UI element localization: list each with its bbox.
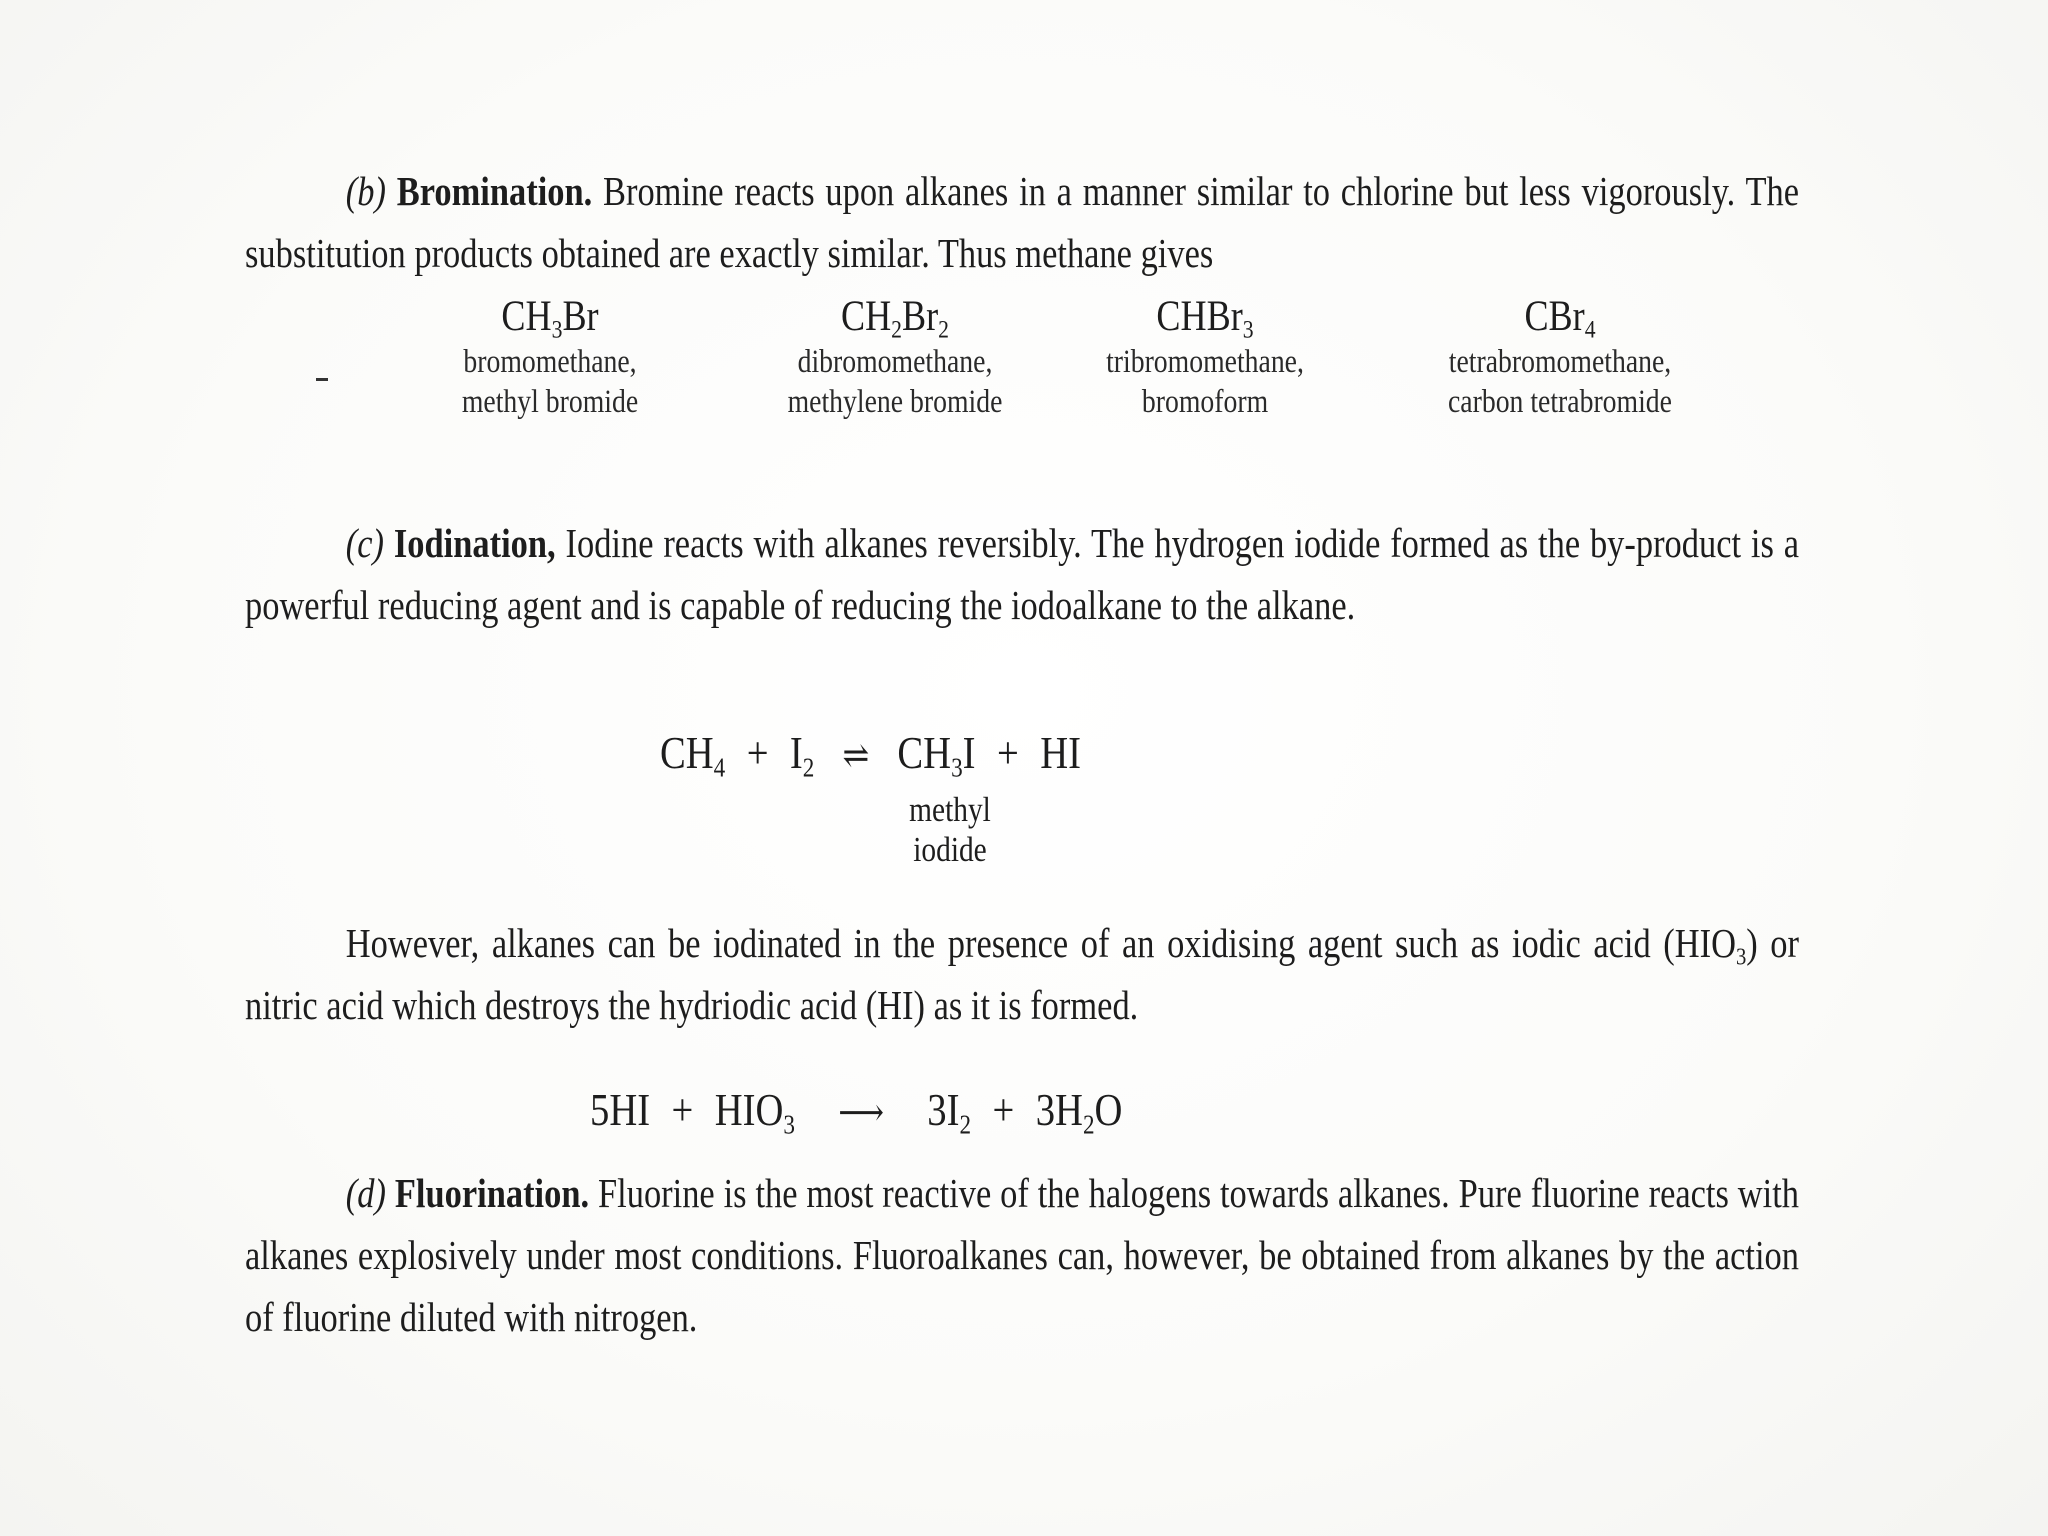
fluorination-heading: Fluorination. [394, 1170, 590, 1216]
stray-mark [316, 378, 328, 381]
section-label-c: (c) [345, 520, 385, 566]
compound-name-secondary: methylene bromide [787, 384, 1003, 420]
compound-formula: $CH_2Br_2$ [841, 293, 949, 344]
compound-name-primary: tetrabromomethane, [1448, 344, 1672, 380]
compound-tetrabromomethane [1426, 292, 1695, 422]
bromination-heading: Bromination. [396, 168, 593, 214]
bromination-text: Bromine reacts upon alkanes in a manner similar to chlorine but less vigorously. The substitution products obtained are exactly similar. Thus methane gives [245, 168, 1800, 276]
compound-dibromomethane [761, 292, 1030, 422]
compound-name-secondary: methyl bromide [461, 384, 639, 420]
fluorination-text: Fluorine is the most reactive of the halogens towards alkanes. Pure fluorine reacts with alkanes explosively under most conditions. Fluoroalkanes can, however, be obtained from alkanes by the action of fluorine diluted with nitrogen. [245, 1170, 1800, 1340]
fluorination-paragraph [245, 1162, 1799, 1348]
bromination-paragraph [245, 160, 1799, 284]
section-label-b: (b) [345, 168, 386, 214]
section-label-d: (d) [345, 1170, 386, 1216]
compound-name-secondary: bromoform [1141, 384, 1269, 420]
iodic-acid-paragraph: However, alkanes can be iodinated in the presence of an oxidising agent such as iodic acid $(HIO_3)$ or nitric acid which destroys the hydriodic acid (HI) as it is formed. [245, 920, 1799, 1028]
iodination-equation: $CH_4 + I_2$ ⇌ $CH_3I$ + HI [660, 727, 1081, 783]
compound-name-primary: bromomethane, [463, 344, 637, 380]
iodination-heading: Iodination, [393, 520, 556, 566]
reaction-arrow-icon: ⟶ [838, 1092, 885, 1134]
iodination-text: Iodine reacts with alkanes reversibly. The hydrogen iodide formed as the by-product is a powerful reducing agent and is capable of reducing the iodoalkane to the alkane. [245, 520, 1800, 628]
compound-name-secondary: carbon tetrabromide [1448, 384, 1672, 420]
compound-bromomethane [424, 292, 676, 422]
compound-formula: CHBr$_3$ [1156, 293, 1254, 344]
compound-name-primary: dibromomethane, [797, 344, 993, 380]
methyl-iodide-label: methyl iodide [909, 790, 991, 869]
iodination-paragraph [245, 512, 1799, 636]
compound-formula: $CH_3Br$ [501, 293, 599, 344]
equilibrium-arrow-icon: ⇌ [842, 735, 870, 777]
compound-name-primary: tribromomethane, [1106, 344, 1304, 380]
compound-tribromomethane [1083, 292, 1327, 422]
compound-formula: CBr$_4$ [1524, 293, 1596, 344]
hio3-equation: $5HI + HIO_3$ ⟶ $3I_2 + 3H_2O$ [590, 1084, 1123, 1140]
